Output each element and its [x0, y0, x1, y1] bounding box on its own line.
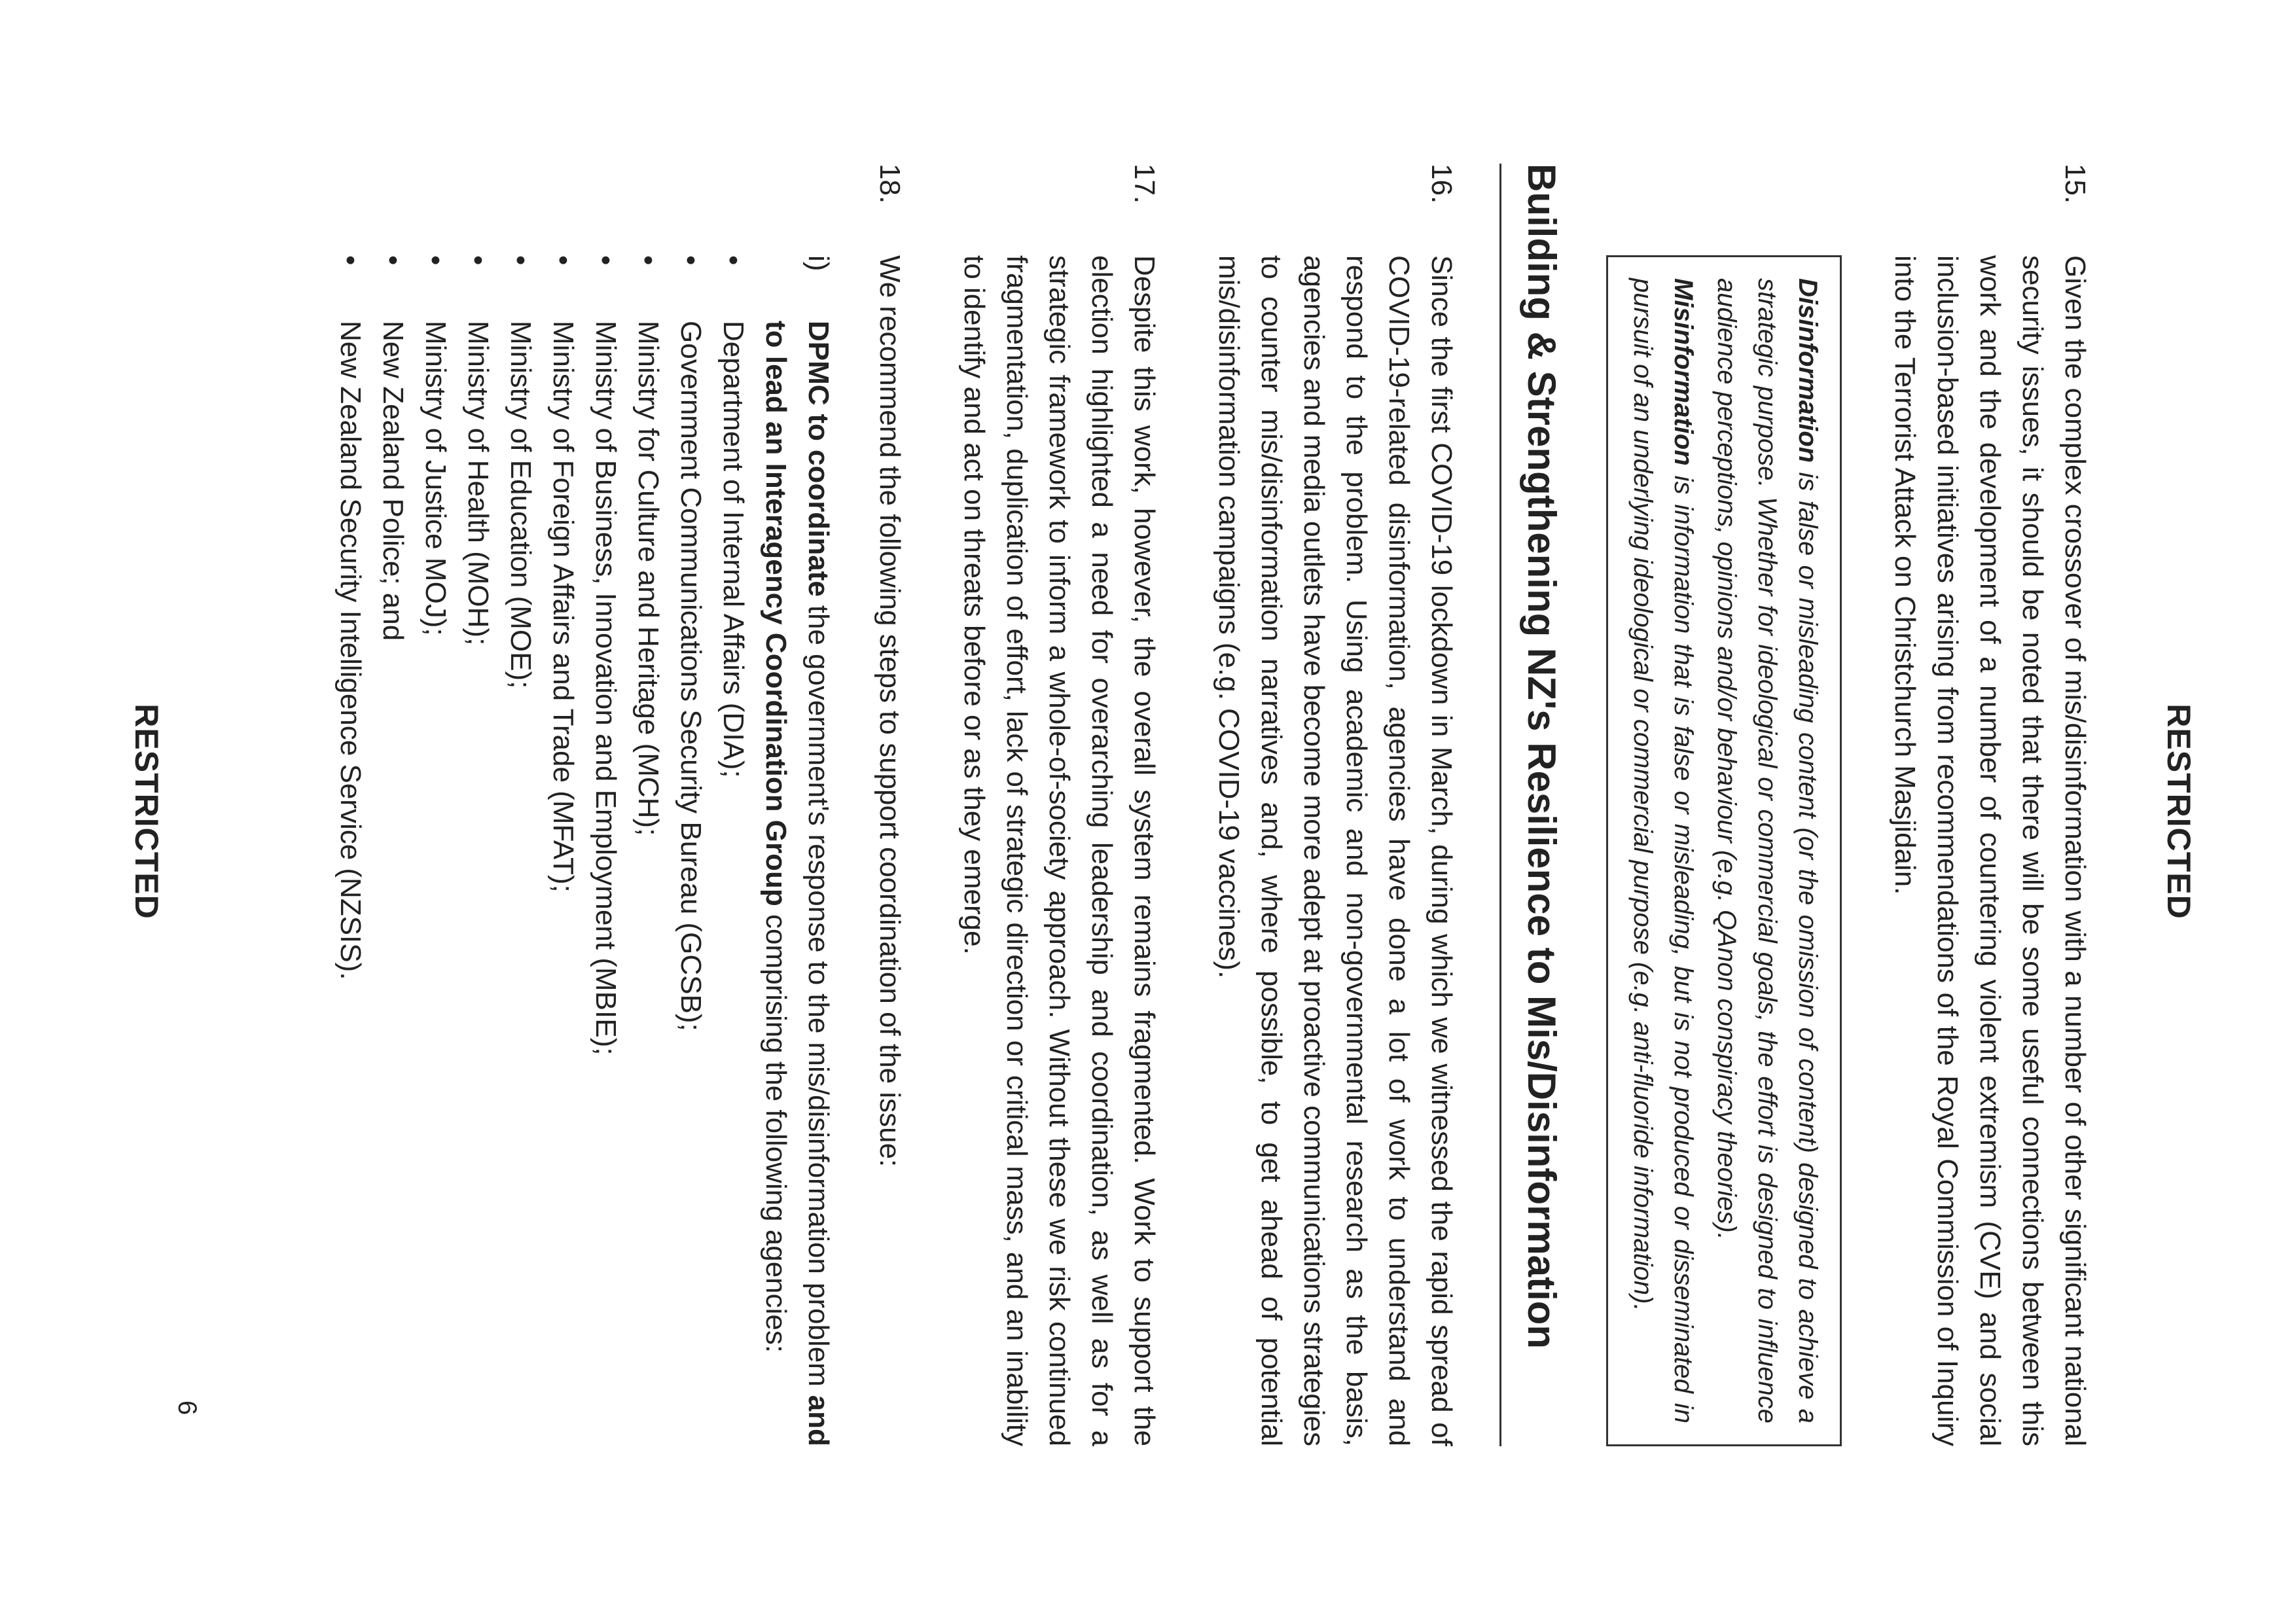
definition-misinformation [1623, 278, 1704, 1423]
list-item: • Ministry of Justice MOJ); [414, 255, 457, 1446]
agency-list [329, 255, 755, 1446]
list-item: • New Zealand Security Intelligence Service (NZSIS). [329, 255, 372, 1446]
definitions-box [1606, 255, 1842, 1446]
definition-text: is false or misleading content (or the omission of content) designed to achieve a strategic purpose. Whether for ideological or commercial goals, the effort is designed to influence audience perceptions, opinions and/or behaviour (e.g. QAnon conspiracy theories). [1712, 278, 1822, 1423]
recommendation-marker: i) [802, 255, 834, 272]
paragraph-number: 16. [1426, 164, 1458, 204]
recommendation-item [755, 255, 840, 1446]
footer-classification: RESTRICTED [128, 704, 165, 919]
page-content [329, 164, 2096, 1446]
paragraph-text: Given the complex crossover of mis/disinformation with a number of other significant national security issues, it should be noted that there will be some useful connections between this work and the development of a number of countering violent extremism (CVE) and social inclusion-based initiatives arising from recommendations of the Royal Commission of Inquiry into the Terrorist Attack on Christchurch Masjidain. [1889, 255, 2091, 1446]
definition-term: Misinformation [1669, 278, 1698, 466]
paragraph-text: Since the first COVID-19 lockdown in March, during which we witnessed the rapid spread of COVID-19-related disinformation, agencies have done a lot of work to understand and respond to the problem. Using academic and non-governmental research as the basis, agencies and media outlets have become more adept at proactive communications strategies to counter mis/disinformation narratives and, where possible, to get ahead of potential mis/disinformation campaigns (e.g. COVID-19 vaccines). [1213, 255, 1458, 1446]
paragraph-17 [953, 164, 1166, 1446]
definition-disinformation [1706, 278, 1828, 1423]
list-item: • Ministry of Business, Innovation and Employment (MBIE); [584, 255, 627, 1446]
recommendation-text-2: comprising the following agencies: [760, 906, 792, 1353]
paragraph-text: Despite this work, however, the overall system remains fragmented. Work to support the election highlighted a need for overarching leadership and coordination, as well as for a strategic framework to inform a whole-of-society approach. Without these we risk continued fragmentation, duplication of effort, lack of strategic direction or critical mass, and an inability to identify and act on threats before or as they emerge. [958, 255, 1160, 1446]
definition-term: Disinformation [1793, 278, 1822, 463]
recommendation-text-1: the government's response to the mis/disinformation problem [802, 596, 834, 1395]
recommendation-block [329, 255, 840, 1446]
list-item: • New Zealand Police; and [372, 255, 414, 1446]
list-item: • Ministry of Foreign Affairs and Trade (MFAT); [542, 255, 584, 1446]
list-item: • Department of Internal Affairs (DIA); [712, 255, 755, 1446]
paragraph-18 [869, 164, 911, 1446]
paragraph-15 [1884, 164, 2096, 1446]
paragraph-text: We recommend the following steps to support coordination of the issue: [874, 255, 906, 1168]
recommendation-bold-2: and to lead an Interagency Coordination Group [760, 321, 834, 1446]
recommendation-bold-1: DPMC to coordinate [802, 321, 834, 597]
header-classification: RESTRICTED [2161, 704, 2197, 919]
paragraph-number: 15. [2059, 164, 2091, 204]
definition-text: is information that is false or misleading, but is not produced or disseminated in pursuit of an underlying ideological or commercial purpose (e.g. anti-fluoride information). [1628, 278, 1698, 1423]
page-number: 6 [173, 1400, 202, 1416]
paragraph-number: 17. [1128, 164, 1160, 204]
list-item: • Government Communications Security Bureau (GCSB); [670, 255, 712, 1446]
paragraph-16 [1208, 164, 1463, 1446]
paragraph-number: 18. [874, 164, 906, 204]
list-item: • Ministry of Education (MOE); [499, 255, 542, 1446]
list-item: • Ministry of Health (MOH); [457, 255, 499, 1446]
section-heading: Building & Strengthening NZ's Resilience to Mis/Disinformation [1499, 164, 1567, 1446]
list-item: • Ministry for Culture and Heritage (MCH); [627, 255, 670, 1446]
